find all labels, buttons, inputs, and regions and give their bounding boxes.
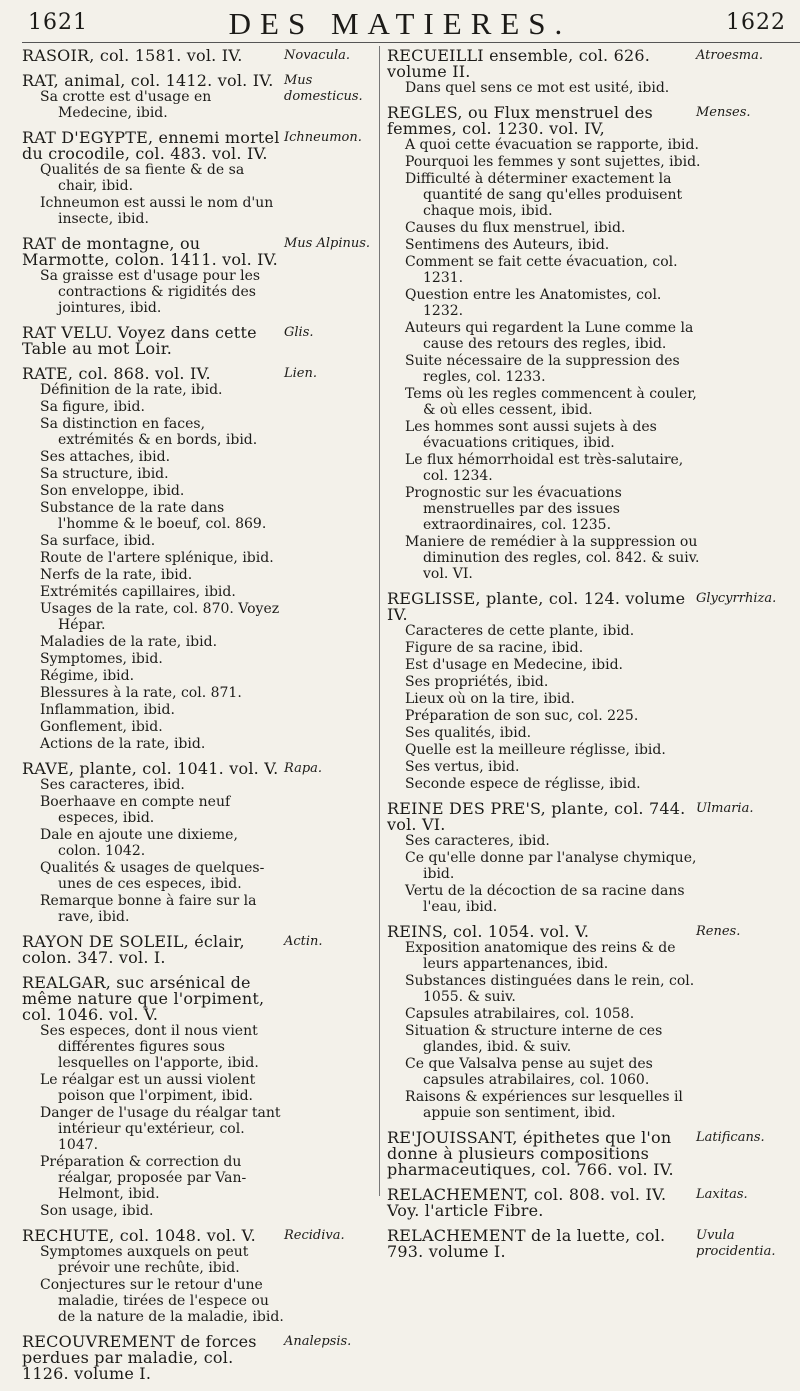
entry-latin-name: Novacula. xyxy=(284,48,350,63)
index-entry xyxy=(387,1187,800,1219)
subentry-line: Sentimens des Auteurs, ibid. xyxy=(405,237,610,253)
subentry-line: Ses caracteres, ibid. xyxy=(405,833,550,849)
index-entry xyxy=(22,761,382,925)
subentry-line: Ses qualités, ibid. xyxy=(405,725,532,741)
entry-latin-name: Latificans. xyxy=(696,1130,765,1145)
subentry-line: Substances distinguées dans le rein, col. 1055. & suiv. xyxy=(405,973,695,1005)
subentry-line: Comment se fait cette évacuation, col. 1231. xyxy=(405,254,678,286)
entry-latin-name: Ichneumon. xyxy=(284,130,362,145)
subentry-line: Caracteres de cette plante, ibid. xyxy=(405,623,635,639)
subentry-line: Sa graisse est d'usage pour les contractions & rigidités des jointures, ibid. xyxy=(40,268,261,316)
subentry-line: Difficulté à déterminer exactement la quantité de sang qu'elles produisent chaque mois, ibid. xyxy=(405,171,683,219)
subentry-line: Blessures à la rate, col. 871. xyxy=(40,685,242,701)
subentry-line: Le flux hémorrhoidal est très-salutaire, col. 1234. xyxy=(405,452,684,484)
subentry-line: Danger de l'usage du réalgar tant intérieur qu'extérieur, col. 1047. xyxy=(40,1105,281,1153)
subentry-line: Ses especes, dont il nous vient différentes figures sous lesquelles on l'apporte, ibid. xyxy=(40,1023,259,1071)
entry-headword: REINS, col. 1054. vol. V. xyxy=(387,922,590,941)
subentry-line: A quoi cette évacuation se rapporte, ibid. xyxy=(405,137,699,153)
entry-headword: REALGAR, suc arsénical de même nature que l'orpiment, col. 1046. vol. V. xyxy=(22,973,265,1024)
entry-latin-name: Recidiva. xyxy=(284,1228,345,1243)
entry-headword: RELACHEMENT de la luette, col. 793. volume I. xyxy=(387,1226,666,1261)
index-entry xyxy=(387,924,800,1121)
subentry-line: Son enveloppe, ibid. xyxy=(40,483,185,499)
subentry-line: Définition de la rate, ibid. xyxy=(40,382,223,398)
entry-headword: RE'JOUISSANT, épithetes que l'on donne à plusieurs compositions pharmaceutiques, col. 766. vol. IV. xyxy=(387,1128,674,1179)
subentry-line: Situation & structure interne de ces glandes, ibid. & suiv. xyxy=(405,1023,663,1055)
entry-headword: REGLES, ou Flux menstruel des femmes, col. 1230. vol. IV, xyxy=(387,103,653,138)
subentry-line: Actions de la rate, ibid. xyxy=(40,736,206,752)
entry-headword: RATE, col. 868. vol. IV. xyxy=(22,364,211,383)
subentry-line: Dale en ajoute une dixieme, colon. 1042. xyxy=(40,827,238,859)
subentry-line: Ses vertus, ibid. xyxy=(405,759,520,775)
subentry-line: Régime, ibid. xyxy=(40,668,135,684)
entry-latin-name: Mus Alpinus. xyxy=(284,236,371,251)
page-title: DES MATIERES. xyxy=(228,6,572,41)
subentry-line: Ce que Valsalva pense au sujet des capsules atrabilaires, col. 1060. xyxy=(405,1056,653,1088)
subentry-line: Quelle est la meilleure réglisse, ibid. xyxy=(405,742,666,758)
subentry-line: Tems où les regles commencent à couler, & où elles cessent, ibid. xyxy=(405,386,697,418)
entry-headword: RAYON DE SOLEIL, éclair, colon. 347. vol. I. xyxy=(22,932,245,967)
subentry-line: Son usage, ibid. xyxy=(40,1203,154,1219)
index-entry xyxy=(387,1130,800,1178)
subentry-line: Nerfs de la rate, ibid. xyxy=(40,567,193,583)
subentry-line: Lieux où on la tire, ibid. xyxy=(405,691,575,707)
entry-headword: RELACHEMENT, col. 808. vol. IV. Voy. l'article Fibre. xyxy=(387,1185,667,1220)
index-entry xyxy=(387,1228,800,1260)
subentry-line: Boerhaave en compte neuf especes, ibid. xyxy=(40,794,231,826)
subentry-line: Symptomes, ibid. xyxy=(40,651,163,667)
entry-subentries xyxy=(387,137,800,582)
subentry-line: Raisons & expériences sur lesquelles il appuie son sentiment, ibid. xyxy=(405,1089,683,1121)
index-entry xyxy=(22,366,382,752)
entry-headword: RECHUTE, col. 1048. vol. V. xyxy=(22,1226,256,1245)
subentry-line: Le réalgar est un aussi violent poison que l'orpiment, ibid. xyxy=(40,1072,256,1104)
subentry-line: Qualités & usages de quelques-unes de ces especes, ibid. xyxy=(40,860,265,892)
subentry-line: Les hommes sont aussi sujets à des évacuations critiques, ibid. xyxy=(405,419,657,451)
entry-latin-name: Analepsis. xyxy=(284,1334,352,1349)
entry-headword: RECOUVREMENT de forces perdues par maladie, col. 1126. volume I. xyxy=(22,1332,257,1383)
subentry-line: Dans quel sens ce mot est usité, ibid. xyxy=(405,80,670,96)
entry-subentries xyxy=(387,940,800,1121)
entry-latin-name: Mus domesticus. xyxy=(284,73,363,104)
subentry-line: Auteurs qui regardent la Lune comme la cause des retours des regles, ibid. xyxy=(405,320,694,352)
subentry-line: Pourquoi les femmes y sont sujettes, ibid. xyxy=(405,154,701,170)
subentry-line: Extrémités capillaires, ibid. xyxy=(40,584,236,600)
entry-headword: RAT VELU. Voyez dans cette Table au mot Loir. xyxy=(22,323,257,358)
subentry-line: Symptomes auxquels on peut prévoir une rechûte, ibid. xyxy=(40,1244,249,1276)
entry-latin-name: Renes. xyxy=(696,924,741,939)
left-column xyxy=(22,48,382,1391)
right-column xyxy=(387,48,800,1269)
subentry-line: Figure de sa racine, ibid. xyxy=(405,640,584,656)
entry-latin-name: Glis. xyxy=(284,325,314,340)
subentry-line: Inflammation, ibid. xyxy=(40,702,175,718)
subentry-line: Est d'usage en Medecine, ibid. xyxy=(405,657,624,673)
entry-headword: RAVE, plante, col. 1041. vol. V. xyxy=(22,759,279,778)
subentry-line: Seconde espece de réglisse, ibid. xyxy=(405,776,641,792)
subentry-line: Vertu de la décoction de sa racine dans l'eau, ibid. xyxy=(405,883,685,915)
entry-headword: REINE DES PRE'S, plante, col. 744. vol. VI. xyxy=(387,799,686,834)
page-number-left: 1621 xyxy=(28,10,88,35)
entry-latin-name: Menses. xyxy=(696,105,751,120)
subentry-line: Sa structure, ibid. xyxy=(40,466,169,482)
subentry-line: Conjectures sur le retour d'une maladie, tirées de l'espece ou de la nature de la maladie, ibid. xyxy=(40,1277,284,1325)
subentry-line: Suite nécessaire de la suppression des regles, col. 1233. xyxy=(405,353,680,385)
entry-latin-name: Uvula procidentia. xyxy=(696,1228,776,1259)
index-entry xyxy=(22,73,382,121)
entry-headword: RASOIR, col. 1581. vol. IV. xyxy=(22,46,243,65)
entry-headword: RAT D'EGYPTE, ennemi mortel du crocodile, col. 483. vol. IV. xyxy=(22,128,280,163)
subentry-line: Sa distinction en faces, extrémités & en bords, ibid. xyxy=(40,416,258,448)
entry-subentries xyxy=(387,80,800,96)
entry-latin-name: Lien. xyxy=(284,366,317,381)
entry-latin-name: Atroesma. xyxy=(696,48,763,63)
entry-latin-name: Laxitas. xyxy=(696,1187,748,1202)
subentry-line: Remarque bonne à faire sur la rave, ibid. xyxy=(40,893,257,925)
subentry-line: Causes du flux menstruel, ibid. xyxy=(405,220,626,236)
entry-latin-name: Rapa. xyxy=(284,761,323,776)
entry-subentries xyxy=(22,268,382,316)
entry-subentries xyxy=(387,623,800,792)
entry-headword: RECUEILLI ensemble, col. 626. volume II. xyxy=(387,46,651,81)
entry-latin-name: Glycyrrhiza. xyxy=(696,591,777,606)
subentry-line: Ce qu'elle donne par l'analyse chymique, ibid. xyxy=(405,850,697,882)
entry-headword: REGLISSE, plante, col. 124. volume IV. xyxy=(387,589,686,624)
entry-headword: RAT, animal, col. 1412. vol. IV. xyxy=(22,71,274,90)
index-entry xyxy=(22,325,382,357)
entry-subentries xyxy=(22,1023,382,1219)
subentry-line: Route de l'artere splénique, ibid. xyxy=(40,550,274,566)
page-number-right: 1622 xyxy=(726,10,786,35)
subentry-line: Capsules atrabilaires, col. 1058. xyxy=(405,1006,635,1022)
entry-subentries xyxy=(22,777,382,925)
entry-subentries xyxy=(22,382,382,752)
subentry-line: Question entre les Anatomistes, col. 1232. xyxy=(405,287,662,319)
entry-latin-name: Actin. xyxy=(284,934,323,949)
entry-headword: RAT de montagne, ou Marmotte, colon. 1411. vol. IV. xyxy=(22,234,278,269)
subentry-line: Sa surface, ibid. xyxy=(40,533,156,549)
subentry-line: Qualités de sa fiente & de sa chair, ibid. xyxy=(40,162,245,194)
subentry-line: Préparation de son suc, col. 225. xyxy=(405,708,639,724)
subentry-line: Usages de la rate, col. 870. Voyez Hépar. xyxy=(40,601,280,633)
index-entry xyxy=(22,236,382,316)
index-entry xyxy=(387,48,800,96)
subentry-line: Gonflement, ibid. xyxy=(40,719,163,735)
index-entry xyxy=(22,1228,382,1325)
index-entry xyxy=(22,48,382,64)
index-entry xyxy=(387,801,800,915)
subentry-line: Sa crotte est d'usage en Medecine, ibid. xyxy=(40,89,212,121)
subentry-line: Sa figure, ibid. xyxy=(40,399,145,415)
entry-latin-name: Ulmaria. xyxy=(696,801,754,816)
index-entry xyxy=(22,934,382,966)
entry-subentries xyxy=(22,1244,382,1325)
index-entry xyxy=(387,105,800,582)
entry-subentries xyxy=(22,162,382,227)
index-entry xyxy=(22,975,382,1219)
subentry-line: Prognostic sur les évacuations menstruelles par des issues extraordinaires, col. 1235. xyxy=(405,485,622,533)
subentry-line: Ses propriétés, ibid. xyxy=(405,674,549,690)
index-entry xyxy=(22,130,382,227)
subentry-line: Ses attaches, ibid. xyxy=(40,449,171,465)
index-entry xyxy=(387,591,800,792)
page-header xyxy=(0,6,800,42)
subentry-line: Ses caracteres, ibid. xyxy=(40,777,185,793)
subentry-line: Maladies de la rate, ibid. xyxy=(40,634,218,650)
entry-subentries xyxy=(387,833,800,915)
subentry-line: Exposition anatomique des reins & de leurs appartenances, ibid. xyxy=(405,940,676,972)
index-entry xyxy=(22,1334,382,1382)
subentry-line: Ichneumon est aussi le nom d'un insecte, ibid. xyxy=(40,195,274,227)
subentry-line: Substance de la rate dans l'homme & le boeuf, col. 869. xyxy=(40,500,267,532)
header-rule xyxy=(22,42,800,43)
subentry-line: Préparation & correction du réalgar, proposée par Van-Helmont, ibid. xyxy=(40,1154,247,1202)
subentry-line: Maniere de remédier à la suppression ou diminution des regles, col. 842. & suiv. vol. VI. xyxy=(405,534,700,582)
